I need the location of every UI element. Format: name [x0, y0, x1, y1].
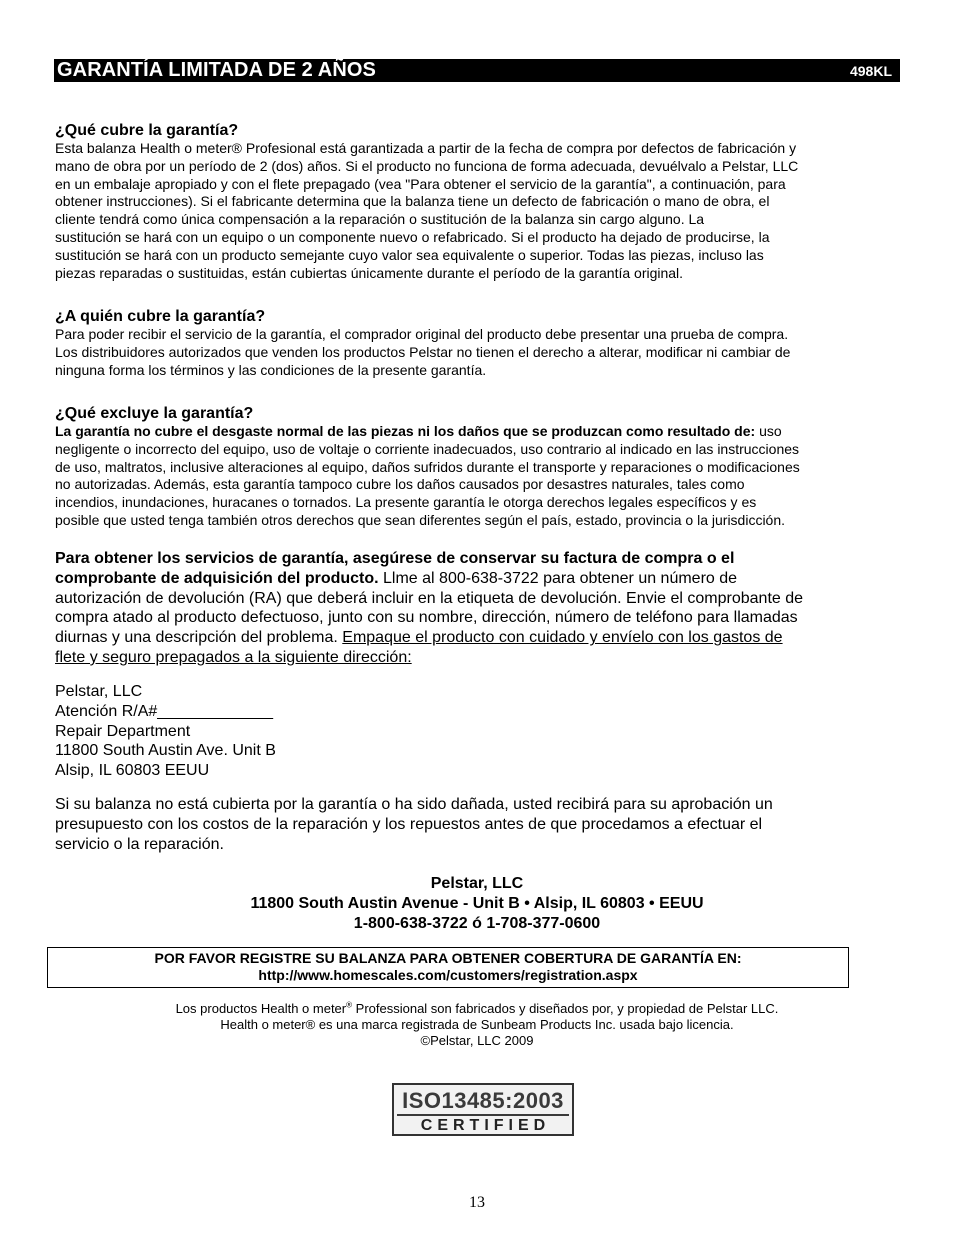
contact-line: 1-800-638-3722 ó 1-708-377-0600	[353, 914, 601, 932]
excludes-lead	[55, 423, 900, 441]
coverage-line: piezas reparadas o sustituidas, están cubiertas únicamente durante el período de la garantía original.	[55, 264, 684, 281]
footer-line: Health o meter® es una marca registrada de Sunbeam Products Inc. usada bajo licencia.	[220, 1017, 734, 1032]
section-service	[55, 549, 900, 668]
service-line: Para obtener los servicios de garantía, asegúrese de conservar su factura de compra o el	[55, 550, 735, 567]
excludes-line: posible que usted tenga también otros derechos que sean diferentes según el país, estado, provincia o la jurisdicción.	[55, 511, 786, 528]
not-covered-line: servicio o la reparación.	[55, 835, 224, 853]
excludes-line: incendios, inundaciones, huracanes o tornados. La presente garantía le otorga derechos legales específicos y es	[55, 494, 757, 511]
address-line: 11800 South Austin Ave. Unit B	[55, 742, 276, 760]
excludes-line: de uso, maltratos, inclusive alteraciones al equipo, daños sufridos durante el transporte y reparaciones o modificaciones	[55, 458, 800, 475]
address-line: Alsip, IL 60803 EEUU	[55, 762, 210, 780]
contact-line: Pelstar, LLC	[430, 875, 524, 892]
coverage-line: mano de obra por un período de 2 (dos) años. Si el producto no funciona de forma adecuada, devuélvalo a Pelstar, LLC	[55, 157, 799, 174]
section-excludes	[55, 404, 900, 530]
footer-text: Professional son fabricados y diseñados por, y propiedad de Pelstar LLC.	[352, 1001, 779, 1016]
contact-block	[0, 874, 954, 933]
section-not-covered	[55, 795, 900, 854]
section-who	[55, 307, 900, 379]
section-title: ¿A quién cubre la garantía?	[55, 308, 266, 325]
service-underlined: flete y seguro prepagados a la siguiente dirección:	[55, 648, 412, 666]
coverage-line: en un embalaje apropiado y con el flete prepagado (vea "Para obtener el servicio de la garantía", a continuación, para	[55, 175, 786, 192]
footer-text: Los productos Health o meter	[175, 1001, 347, 1016]
service-line	[55, 628, 900, 648]
registered-mark: ®	[346, 1000, 353, 1010]
address-line: Atención R/A#_____________	[55, 702, 273, 720]
not-covered-line: presupuesto con los costos de la reparación y los repuestos antes de que procedamos a efectuar el	[55, 815, 763, 833]
section-coverage	[55, 121, 900, 282]
contact-line: 11800 South Austin Avenue - Unit B • Alsip, IL 60803 • EEUU	[250, 894, 704, 912]
model-number: 498KL	[849, 63, 892, 79]
registration-text: POR FAVOR REGISTRE SU BALANZA PARA OBTENER COBERTURA DE GARANTÍA EN:	[154, 950, 742, 966]
coverage-line: cliente tendrá como única compensación a la reparación o sustitución de la balanza sin cargo alguno. La	[55, 211, 705, 228]
not-covered-line: Si su balanza no está cubierta por la garantía o ha sido dañada, usted recibirá para su aprobación un	[55, 796, 773, 813]
iso-certified-badge	[392, 1083, 574, 1136]
section-title: ¿Qué cubre la garantía?	[55, 122, 239, 139]
header-bar	[54, 59, 900, 82]
registration-box	[47, 947, 849, 988]
coverage-line: obtener instrucciones). Si el fabricante determina que la balanza tiene un defecto de fabricación o mano de obra, el	[55, 193, 770, 210]
page-title: GARANTÍA LIMITADA DE 2 AÑOS	[57, 59, 376, 81]
coverage-line: Esta balanza Health o meter® Profesional está garantizada a partir de la fecha de compra por defectos de fabricación y	[55, 140, 797, 156]
excludes-line: negligente o incorrecto del equipo, uso de voltaje o corriente inadecuados, uso contrario al indicado en las instrucciones	[55, 440, 800, 457]
coverage-line: sustitución se hará con un equipo o un componente nuevo o refabricado. Si el producto ha dejado de producirse, la	[55, 228, 770, 245]
excludes-lead-rest: uso	[755, 423, 782, 439]
coverage-line: sustitución se hará con un producto semejante cuyo valor sea equivalente o superior. Todas las piezas, incluso las	[55, 246, 764, 263]
service-line: autorización de devolución (RA) que deberá incluir en la etiqueta de devolución. Envie el comprobante de	[55, 589, 804, 607]
footer-line	[0, 1001, 954, 1017]
address-line: Repair Department	[55, 722, 191, 740]
iso-standard: ISO13485:2003	[402, 1088, 564, 1113]
address-line: Pelstar, LLC	[55, 683, 143, 700]
service-bold: comprobante de adquisición del producto.	[55, 569, 379, 587]
section-title: ¿Qué excluye la garantía?	[55, 405, 254, 422]
excludes-lead-bold: La garantía no cubre el desgaste normal de las piezas ni los daños que se produzcan como resultado de:	[55, 423, 756, 439]
service-line: compra atado al producto defectuoso, junto con su nombre, dirección, número de teléfono para llamadas	[55, 609, 798, 627]
service-underlined: Empaque el producto con cuidado y envíelo con los gastos de	[342, 629, 783, 647]
return-address	[55, 682, 900, 781]
service-line	[55, 569, 900, 589]
registration-url[interactable]: http://www.homescales.com/customers/registration.aspx	[258, 967, 638, 983]
who-line: ninguna forma los términos y las condiciones de la presente garantía.	[55, 361, 487, 378]
service-text: Llme al 800-638-3722 para obtener un número de	[378, 569, 738, 587]
iso-certified-label: CERTIFIED	[420, 1117, 551, 1134]
excludes-line: no autorizadas. Además, esta garantía tampoco cubre los daños causados por desastres naturales, tales como	[55, 476, 745, 493]
footer-line: ©Pelstar, LLC 2009	[420, 1033, 534, 1048]
page-number: 13	[469, 1194, 485, 1211]
who-line: Los distribuidores autorizados que venden los productos Pelstar no tienen el derecho a alterar, modificar ni cambiar de	[55, 343, 791, 360]
footer-notes	[0, 1001, 954, 1049]
service-text: diurnas y una descripción del problema.	[55, 629, 343, 647]
who-line: Para poder recibir el servicio de la garantía, el comprador original del producto debe presentar una prueba de compra.	[55, 326, 789, 342]
